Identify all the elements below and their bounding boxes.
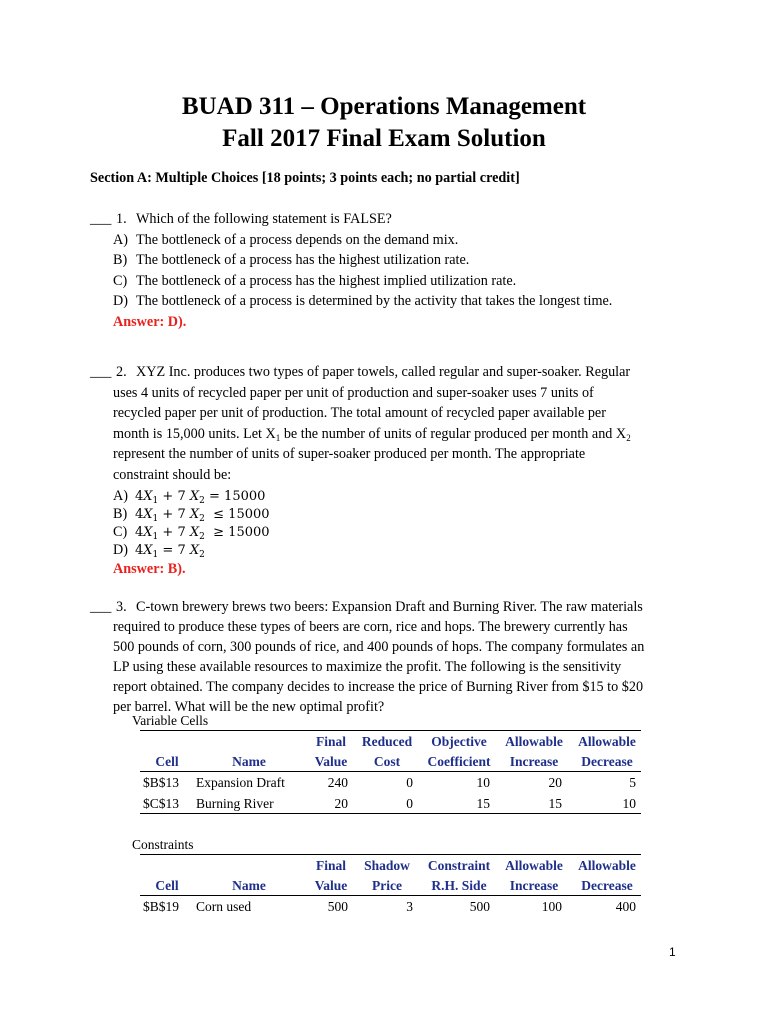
option-letter: D) (113, 293, 128, 309)
subscript: 2 (199, 496, 205, 506)
option-text: The bottleneck of a process depends on the demand mix. (136, 232, 459, 248)
header-cell: Value (314, 878, 348, 893)
table-cell: 500 (469, 899, 490, 914)
table-caption: Constraints (132, 837, 194, 852)
answer-label: Answer: B). (113, 561, 186, 577)
table-top-rule (140, 730, 641, 731)
variable: X (189, 543, 200, 558)
header-cell: Shadow (364, 858, 410, 873)
question-line: per barrel. What will be the new optimal profit? (113, 699, 385, 715)
table-cell: $B$19 (143, 899, 180, 914)
table-cell: 500 (327, 899, 348, 914)
coefficient: 4 (135, 525, 144, 540)
subscript: 1 (152, 514, 159, 524)
section-heading: Section A: Multiple Choices [18 points; 3 points each; no partial credit] (90, 170, 520, 186)
option-letter: C) (113, 524, 128, 540)
header-cell: Increase (509, 878, 559, 893)
line-text: be the number of units of regular produced per month and X (280, 426, 627, 442)
header-cell: Cell (155, 878, 179, 893)
table-cell: Burning River (196, 796, 274, 811)
table-cell: 20 (548, 775, 562, 790)
option-letter: A) (113, 488, 128, 504)
title-line-1: BUAD 311 – Operations Management (181, 93, 587, 120)
header-cell: Name (232, 754, 266, 769)
question-line: required to produce these types of beers are corn, rice and hops. The brewery currently has (113, 619, 628, 635)
table-cell: $C$13 (143, 796, 180, 811)
table-caption: Variable Cells (132, 713, 209, 728)
table-cell: 15 (548, 796, 562, 811)
header-cell: Allowable (505, 734, 563, 749)
variable: X (143, 525, 153, 540)
question-line: represent the number of units of super-soaker produced per month. The appropriate (113, 446, 586, 462)
option-equation (135, 525, 270, 540)
relation: ≤ (213, 507, 225, 522)
header-cell: Decrease (581, 878, 633, 893)
title-line-2: Fall 2017 Final Exam Solution (222, 125, 546, 152)
relation: ≥ (213, 525, 225, 540)
subscript: 1 (152, 550, 159, 560)
table-cell: 10 (476, 775, 490, 790)
question-number: 3. (116, 599, 127, 615)
table-cell: 0 (406, 775, 413, 790)
question-line: report obtained. The company decides to increase the price of Burning River from $15 to $20 (113, 679, 644, 695)
answer-blank: ___ (90, 364, 112, 380)
header-cell: Name (232, 878, 266, 893)
header-cell: Reduced (361, 734, 413, 749)
variable: X (143, 543, 153, 558)
answer-label: Answer: D). (113, 314, 187, 330)
question-line: XYZ Inc. produces two types of paper towels, called regular and super-soaker. Regular (136, 364, 631, 380)
table-cell: 100 (541, 899, 562, 914)
header-cell: Coefficient (427, 754, 491, 769)
header-cell: Allowable (578, 734, 636, 749)
header-cell: Cell (155, 754, 179, 769)
table-cell: Corn used (196, 899, 252, 914)
coefficient: 4 (135, 543, 144, 558)
table-cell: 10 (622, 796, 636, 811)
relation: = (209, 489, 220, 504)
coefficient: 4 (135, 507, 144, 522)
question-stem: Which of the following statement is FALSE? (136, 211, 392, 227)
coefficient: 4 (135, 489, 144, 504)
header-cell: Final (315, 734, 346, 749)
term: + 7 (162, 507, 186, 522)
subscript: 1 (275, 433, 281, 443)
option-letter: B) (113, 506, 128, 522)
table-cell: 20 (334, 796, 348, 811)
variable: X (143, 489, 153, 504)
table-cell: 400 (615, 899, 636, 914)
question-line: LP using these available resources to maximize the profit. The following is the sensitivity (113, 659, 622, 675)
subscript: 2 (626, 433, 631, 443)
option-letter: B) (113, 252, 128, 268)
table-bottom-rule (140, 813, 641, 814)
variable: X (189, 507, 200, 522)
question-number: 1. (116, 211, 127, 227)
table-cell: 3 (406, 899, 413, 914)
header-cell: Price (372, 878, 402, 893)
table-cell: Expansion Draft (196, 775, 285, 790)
option-equation (135, 507, 270, 522)
term: = 7 (162, 543, 186, 558)
header-cell: Cost (373, 754, 401, 769)
term: + 7 (162, 489, 186, 504)
header-cell: Objective (431, 734, 487, 749)
answer-blank: ___ (90, 211, 112, 227)
question-line (113, 426, 631, 443)
subscript: 2 (199, 550, 205, 560)
header-rule (140, 895, 641, 896)
option-equation (135, 489, 265, 504)
variable: X (189, 525, 200, 540)
header-cell: Allowable (578, 858, 636, 873)
answer-blank: ___ (90, 599, 112, 615)
question-line: constraint should be: (113, 467, 232, 483)
variable: X (143, 507, 153, 522)
header-rule (140, 771, 641, 772)
question-line: recycled paper per unit of production. The total amount of recycled paper available per (113, 405, 606, 421)
question-number: 2. (116, 364, 127, 380)
header-cell: Constraint (427, 858, 491, 873)
header-cell: Value (314, 754, 348, 769)
option-text: The bottleneck of a process is determined by the activity that takes the longest time. (136, 293, 613, 309)
header-cell: Allowable (505, 858, 563, 873)
header-cell: Increase (509, 754, 559, 769)
question-line: uses 4 units of recycled paper per unit of production and super-soaker uses 7 units of (113, 385, 594, 401)
option-text: The bottleneck of a process has the highest implied utilization rate. (136, 273, 517, 289)
line-text: month is 15,000 units. Let X (113, 426, 276, 442)
question-line: C-town brewery brews two beers: Expansion Draft and Burning River. The raw materials (136, 599, 643, 615)
rhs: 15000 (228, 507, 270, 522)
option-letter: D) (113, 542, 128, 558)
option-equation (135, 543, 205, 558)
question-line: 500 pounds of corn, 300 pounds of rice, and 400 pounds of hops. The company formulates an (113, 639, 645, 655)
option-letter: C) (113, 273, 128, 289)
rhs: 15000 (228, 525, 270, 540)
table-cell: $B$13 (143, 775, 180, 790)
subscript: 1 (152, 496, 159, 506)
table-cell: 0 (406, 796, 413, 811)
option-text: The bottleneck of a process has the highest utilization rate. (136, 252, 470, 268)
subscript: 1 (152, 532, 159, 542)
subscript: 2 (199, 532, 205, 542)
header-cell: Decrease (581, 754, 633, 769)
table-cell: 5 (629, 775, 636, 790)
table-cell: 15 (476, 796, 490, 811)
table-cell: 240 (327, 775, 348, 790)
option-letter: A) (113, 232, 128, 248)
rhs: 15000 (224, 489, 266, 504)
header-cell: Final (315, 858, 346, 873)
header-cell: R.H. Side (431, 878, 487, 893)
page-number: 1 (669, 945, 676, 959)
term: + 7 (162, 525, 186, 540)
table-top-rule (140, 854, 641, 855)
variable: X (189, 489, 200, 504)
subscript: 2 (199, 514, 205, 524)
